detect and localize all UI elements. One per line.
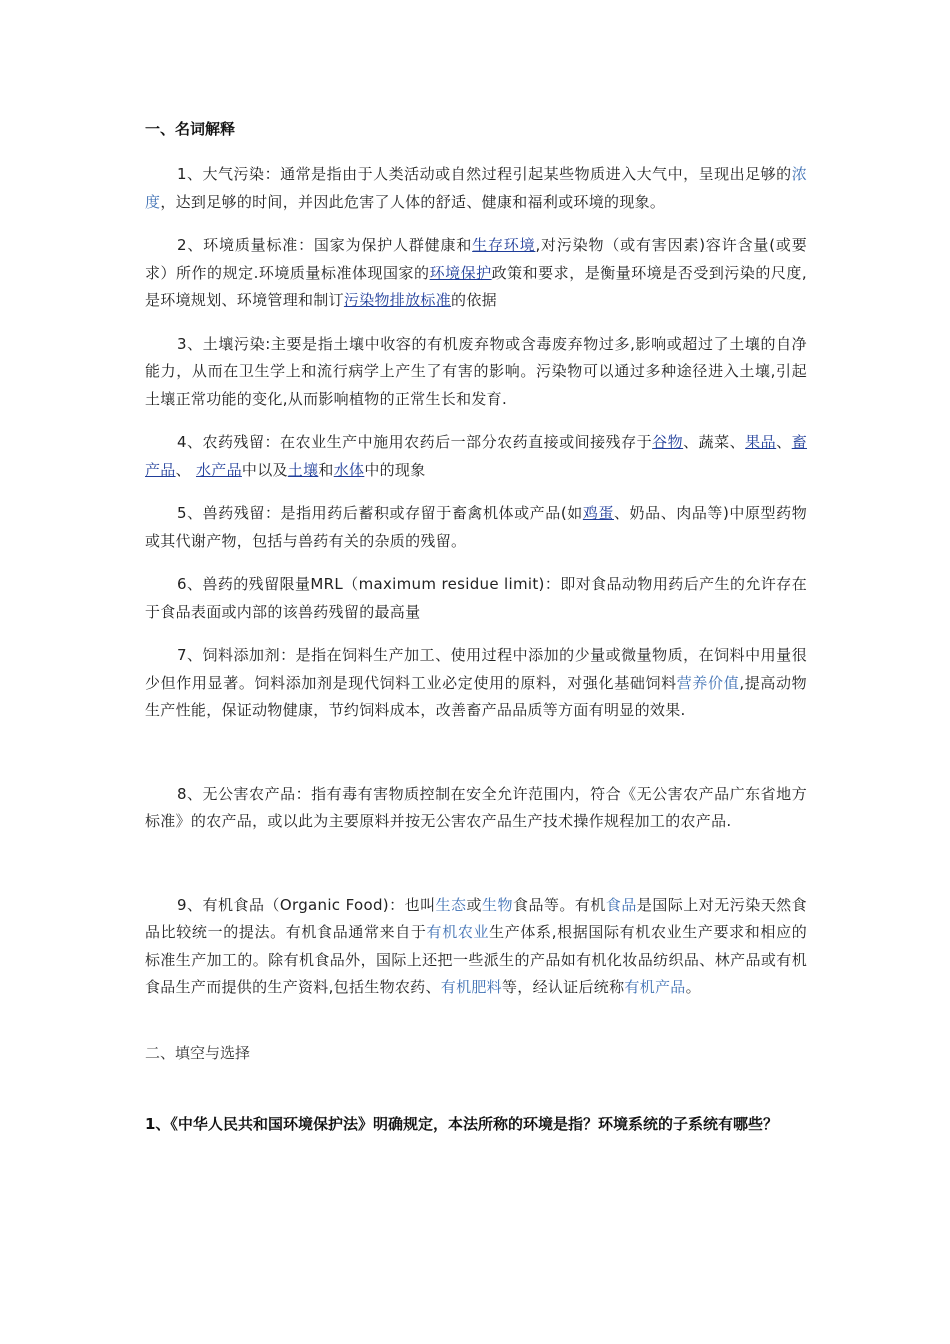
link-nutritional-value[interactable]: 营养价值 — [676, 673, 740, 692]
link-biological[interactable]: 生物 — [482, 895, 513, 914]
document-page — [145, 118, 807, 1138]
link-aquatic-products[interactable]: 水产品 — [195, 460, 242, 479]
term-text: 5、兽药残留：是指用药后蓄积或存留于畜禽机体或产品(如 — [177, 504, 583, 522]
link-organic-fertilizer[interactable]: 有机肥料 — [440, 978, 502, 996]
term-feed-additive — [145, 642, 807, 725]
term-text: 2、环境质量标准：国家为保护人群健康和 — [177, 236, 473, 254]
term-text: 中以及 — [241, 460, 288, 479]
term-text: 7、饲料添加剂：是指在饲料生产加工、使用过程中添加的少量或微量物质，在饲料中用量很少但作用显著。饲料添加剂是现代饲料工业必定使用的原料，对强化基础饲料 — [145, 646, 807, 692]
term-environmental-quality-standard — [145, 232, 807, 315]
term-veterinary-drug-residue — [145, 500, 807, 555]
term-text: 、 — [175, 460, 196, 479]
term-pesticide-residue — [145, 429, 807, 484]
link-concentration[interactable]: 浓度 — [145, 165, 807, 211]
term-text: 9、有机食品（Organic Food)：也叫 — [177, 895, 436, 914]
link-livestock-products[interactable]: 畜产品 — [145, 433, 807, 479]
term-text: 8、无公害农产品：指有毒有害物质控制在安全允许范围内，符合《无公害农产品广东省地方标准》的农产品，或以此为主要原料并按无公害农产品生产技术操作规程加工的农产品. — [145, 784, 807, 830]
term-text: 是国际上对无污染天然食品比较统一的提法。有机食品通常来自于 — [145, 895, 807, 941]
link-soil[interactable]: 土壤 — [287, 460, 319, 479]
term-text: 或 — [466, 895, 483, 914]
term-text: 4、农药残留：在农业生产中施用农药后一部分农药直接或间接残存于 — [177, 433, 653, 451]
term-text: 生产体系,根据国际有机农业生产要求和相应的标准生产加工的。除有机食品外，国际上还把一些派生的产品如有机化妆品纺织品、林产品或有机食品生产而提供的生产资料,包括生物农药、 — [145, 923, 808, 996]
link-eggs[interactable]: 鸡蛋 — [582, 504, 614, 522]
term-text: 、蔬菜、 — [683, 433, 746, 451]
term-text: 、 — [776, 433, 792, 451]
link-living-environment[interactable]: 生存环境 — [472, 236, 536, 254]
term-text: ,提高动物生产性能，保证动物健康，节约饲料成本，改善畜产品品质等方面有明显的效果. — [145, 673, 807, 719]
term-text: 3、土壤污染:主要是指土壤中收容的有机废弃物或含毒废弃物过多,影响或超过了土壤的自净能力，从而在卫生学上和流行病学上产生了有害的影响。污染物可以通过多种途径进入土壤,引起土壤正常功能的变化,从而影响植物的正常生长和发育. — [145, 334, 807, 408]
term-text: ,对污染物（或有害因素)容许含量(或要求）所作的规定.环境质量标准体现国家的 — [145, 236, 808, 282]
link-organic-agriculture[interactable]: 有机农业 — [426, 923, 490, 941]
term-organic-food — [145, 892, 807, 1002]
term-text: 。 — [685, 978, 701, 996]
term-text: 和 — [318, 460, 334, 479]
term-text: 、奶品、肉品等)中原型药物或其代谢产物，包括与兽药有关的杂质的残留。 — [145, 504, 807, 550]
term-text: 政策和要求，是衡量环境是否受到污染的尺度,是环境规划、环境管理和制订 — [145, 263, 807, 309]
term-text: 食品等。有机 — [512, 895, 606, 914]
term-air-pollution — [145, 161, 807, 216]
term-text: ，达到足够的时间，并因此危害了人体的舒适、健康和福利或环境的现象。 — [160, 192, 666, 211]
link-grain[interactable]: 谷物 — [652, 433, 684, 451]
term-mrl — [145, 571, 807, 626]
section-title-glossary: 一、名词解释 — [145, 120, 236, 138]
term-text: 6、兽药的残留限量MRL（maximum residue limit)：即对食品动物用药后产生的允许存在于食品表面或内部的该兽药残留的最高量 — [145, 575, 807, 621]
section-title-fill-choice: 二、填空与选择 — [145, 1043, 251, 1062]
term-text: 中的现象 — [364, 460, 426, 479]
term-soil-pollution — [145, 331, 807, 414]
link-fruit[interactable]: 果品 — [745, 433, 777, 451]
link-organic-products[interactable]: 有机产品 — [624, 978, 686, 996]
link-food[interactable]: 食品 — [605, 895, 637, 914]
term-pollution-free-agri-product — [145, 781, 807, 836]
link-environmental-protection[interactable]: 环境保护 — [429, 263, 492, 282]
link-water-body[interactable]: 水体 — [333, 460, 365, 479]
question-1: 1、《中华人民共和国环境保护法》明确规定，本法所称的环境是指？环境系统的子系统有哪些？ — [145, 1114, 778, 1133]
term-text: 等，经认证后统称 — [501, 978, 625, 996]
term-text: 1、大气污染：通常是指由于人类活动或自然过程引起某些物质进入大气中，呈现出足够的 — [177, 165, 792, 183]
term-text: 的依据 — [451, 291, 497, 309]
link-ecological[interactable]: 生态 — [435, 895, 467, 914]
link-pollutant-discharge-standard[interactable]: 污染物排放标准 — [343, 291, 452, 309]
